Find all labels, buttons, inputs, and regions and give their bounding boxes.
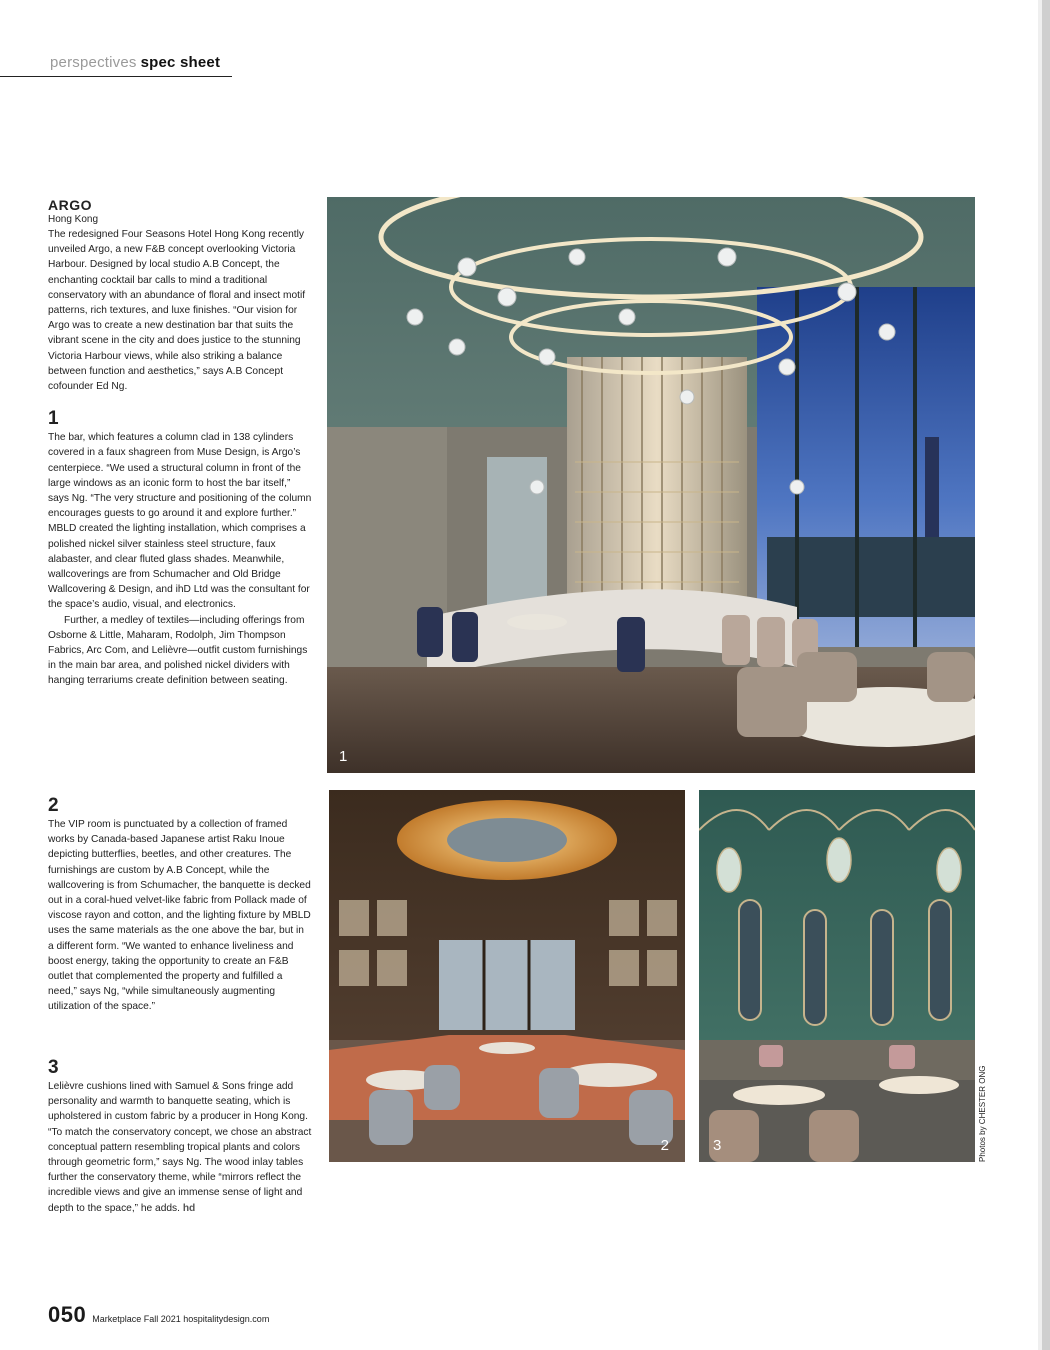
publication-line: Marketplace Fall 2021 hospitalitydesign.com bbox=[92, 1314, 270, 1324]
section-3-text: Lelièvre cushions lined with Samuel & Sons fringe add personality and warmth to banquette seating, which is upholstered in custom fabric by a producer in Hong Kong. “To match the conservatory concept, we chose an abstract conceptual pattern resembling tropical plants and colors through geometric form,” says Ng. The wood inlay tables further the conservatory theme, while “mirrors reflect the incredible views and give an immense sense of light and depth to the space,” he adds. bbox=[48, 1081, 312, 1214]
photo-credit: Photos by CHESTER ONG bbox=[978, 1065, 987, 1162]
page-footer bbox=[48, 1302, 269, 1328]
header-rule bbox=[0, 76, 232, 77]
section-1-paragraph-1: The bar, which features a column clad in 138 cylinders covered in a faux shagreen from Muse Design, is Argo’s centerpiece. “We used a structural column in front of the large windows as an iconic form to host the bar itself,” says Ng. “The very structure and positioning of the column encourages guests to go around it and explore further.” MBLD created the lighting installation, which comprises a polished nickel silver stainless steel structure, faux alabaster, and clear fluted glass shades. Meanwhile, wallcoverings are from Schumacher and Old Bridge Wallcovering & Design, and ihD Ltd was the consultant for the space’s audio, visual, and electronics. bbox=[48, 432, 312, 611]
section-1-paragraph-2: Further, a medley of textiles—including offerings from Osborne & Little, Maharam, Rodolph, Jim Thompson Fabrics, Arc Com, and Lelièvre—outfit custom furnishings in the main bar area, and polished nickel dividers with hanging terrariums create definition between seating. bbox=[48, 614, 308, 687]
photo-vip-room bbox=[329, 790, 685, 1162]
section-2-paragraph-1: The VIP room is punctuated by a collection of framed works by Canada-based Japanese artist Raku Inoue depicting butterflies, beetles, and other creatures. The furnishings are custom by A.B Concept, while the wallcovering is from Schumacher, the banquette is decked out in a coral-hued velvet-like fabric from Pollack made of viscose rayon and cotton, and the lighting fixture by MBLD uses the same materials as the one above the bar, but in a different form. “We wanted to enhance liveliness and boost energy, taking the opportunity to create an F&B outlet that complemented the property and fulfilled a need,” says Ng, “while simultaneously augmenting utilization of the space.” bbox=[48, 819, 311, 1013]
photo-3-label: 3 bbox=[713, 1137, 722, 1154]
page-edge bbox=[1042, 0, 1050, 1350]
article-location: Hong Kong bbox=[48, 214, 99, 225]
article-section-3 bbox=[48, 1057, 312, 1216]
article-intro: The redesigned Four Seasons Hotel Hong Kong recently unveiled Argo, a new F&B concept overlooking Victoria Harbour. Designed by local studio A.B Concept, the enchanting cocktail bar calls to mind a traditional conservatory with an abundance of floral and insect motif patterns, rich textures, and luxe finishes. “Our vision for Argo was to create a new destination bar that suits the vibrant scene in the city and does justice to the stunning Victoria Harbour views, while also striking a balance between function and aesthetics,” says A.B Concept cofounder Ed Ng. bbox=[48, 229, 306, 393]
section-title: spec sheet bbox=[140, 54, 221, 71]
section-3-paragraph-1 bbox=[48, 1079, 312, 1216]
running-header bbox=[50, 54, 220, 71]
photo-1-label: 1 bbox=[339, 748, 348, 765]
photo-main-bar-illustration bbox=[327, 197, 975, 773]
section-label: perspectives bbox=[50, 54, 137, 71]
section-number-3: 3 bbox=[48, 1057, 59, 1078]
photo-banquette bbox=[699, 790, 975, 1162]
photo-banquette-illustration bbox=[699, 790, 975, 1162]
page-number: 050 bbox=[48, 1302, 87, 1327]
article-section-2 bbox=[48, 795, 312, 1015]
section-number-2: 2 bbox=[48, 795, 59, 816]
photo-main-bar bbox=[327, 197, 975, 773]
article-title: ARGO bbox=[48, 197, 92, 213]
photo-2-label: 2 bbox=[660, 1137, 669, 1154]
signoff-mark: hd bbox=[182, 1202, 196, 1214]
section-number-1: 1 bbox=[48, 408, 59, 430]
photo-vip-room-illustration bbox=[329, 790, 685, 1162]
article-column-top bbox=[48, 197, 312, 689]
